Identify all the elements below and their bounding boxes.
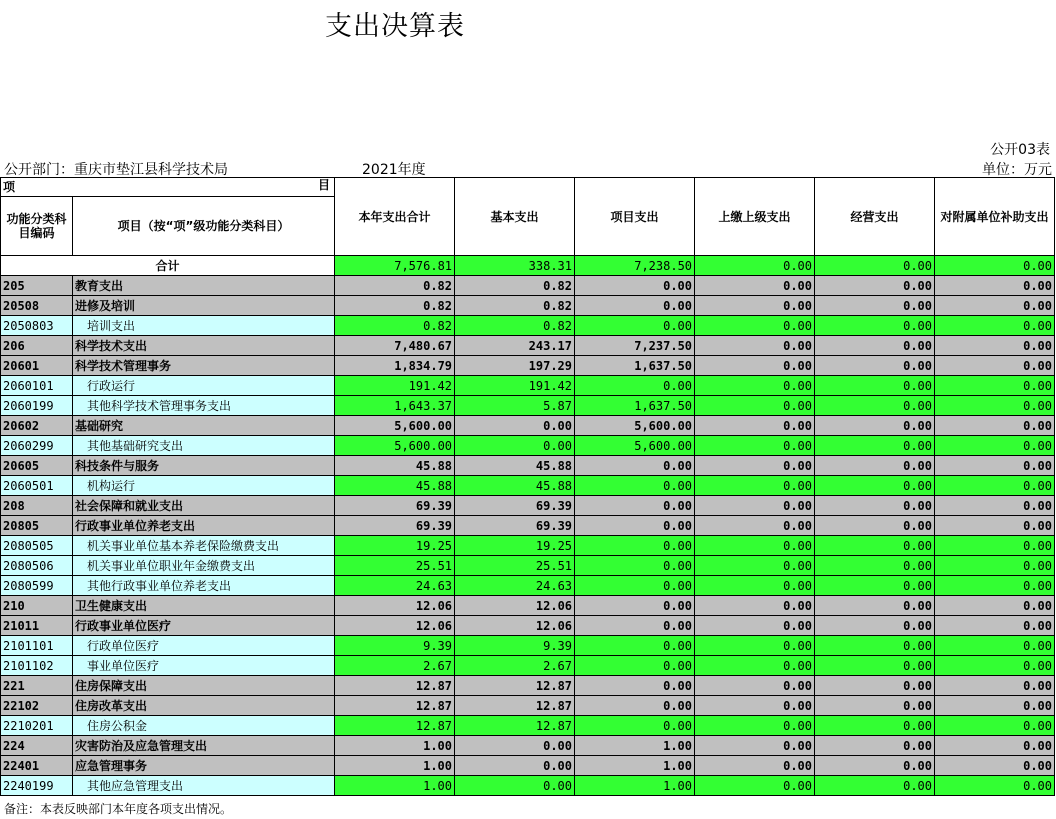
table-row [1, 456, 1055, 476]
row-value: 2.67 [455, 656, 575, 676]
item-header-cell [1, 178, 335, 197]
row-value: 12.06 [335, 596, 455, 616]
header-row-1 [1, 178, 1055, 197]
row-value: 0.00 [695, 756, 815, 776]
year-label: 2021年度 [362, 162, 426, 178]
row-value: 0.82 [335, 316, 455, 336]
row-name: 住房改革支出 [73, 696, 335, 716]
row-code: 20805 [1, 516, 73, 536]
row-name: 住房公积金 [73, 716, 335, 736]
row-value: 25.51 [455, 556, 575, 576]
col-header-total: 本年支出合计 [335, 178, 455, 256]
row-value: 0.82 [455, 296, 575, 316]
row-value: 7,480.67 [335, 336, 455, 356]
row-value: 0.00 [575, 556, 695, 576]
row-value: 0.00 [815, 616, 935, 636]
row-value: 0.00 [935, 396, 1055, 416]
row-name: 灾害防治及应急管理支出 [73, 736, 335, 756]
row-name: 机关事业单位基本养老保险缴费支出 [73, 536, 335, 556]
row-value: 12.06 [335, 616, 455, 636]
row-value: 0.00 [695, 776, 815, 796]
row-value: 0.00 [935, 776, 1055, 796]
row-value: 24.63 [455, 576, 575, 596]
row-code: 20605 [1, 456, 73, 476]
row-code: 20601 [1, 356, 73, 376]
row-code: 22401 [1, 756, 73, 776]
row-value: 0.00 [935, 316, 1055, 336]
row-code: 2101101 [1, 636, 73, 656]
row-value: 45.88 [335, 476, 455, 496]
row-value: 0.00 [695, 596, 815, 616]
table-row [1, 416, 1055, 436]
row-value: 1.00 [575, 736, 695, 756]
total-value: 0.00 [695, 256, 815, 276]
row-value: 1.00 [575, 756, 695, 776]
row-value: 0.00 [935, 496, 1055, 516]
row-value: 0.00 [815, 436, 935, 456]
row-value: 0.00 [815, 736, 935, 756]
row-value: 0.00 [695, 676, 815, 696]
row-value: 69.39 [455, 496, 575, 516]
row-value: 12.06 [455, 596, 575, 616]
row-value: 0.00 [575, 516, 695, 536]
col-header-project: 项目支出 [575, 178, 695, 256]
table-row [1, 476, 1055, 496]
row-value: 0.00 [575, 496, 695, 516]
total-value: 338.31 [455, 256, 575, 276]
row-name: 科学技术管理事务 [73, 356, 335, 376]
row-value: 5,600.00 [575, 436, 695, 456]
table-row [1, 536, 1055, 556]
row-value: 0.00 [695, 376, 815, 396]
row-value: 0.00 [815, 776, 935, 796]
table-row [1, 736, 1055, 756]
row-code: 221 [1, 676, 73, 696]
row-value: 1.00 [335, 736, 455, 756]
row-code: 21011 [1, 616, 73, 636]
row-code: 2060199 [1, 396, 73, 416]
row-value: 0.00 [455, 416, 575, 436]
row-value: 45.88 [455, 456, 575, 476]
row-value: 0.00 [935, 516, 1055, 536]
total-value: 7,238.50 [575, 256, 695, 276]
row-value: 12.06 [455, 616, 575, 636]
col-header-subsidy: 对附属单位补助支出 [935, 178, 1055, 256]
table-row [1, 276, 1055, 296]
col-header-code: 功能分类科目编码 [1, 197, 73, 256]
form-number: 公开03表 [990, 142, 1050, 158]
row-value: 0.00 [815, 756, 935, 776]
row-name: 科技条件与服务 [73, 456, 335, 476]
table-row [1, 496, 1055, 516]
row-code: 22102 [1, 696, 73, 716]
row-value: 0.00 [935, 556, 1055, 576]
row-value: 0.00 [935, 436, 1055, 456]
row-value: 0.00 [815, 356, 935, 376]
table-row [1, 336, 1055, 356]
row-value: 0.00 [695, 536, 815, 556]
row-value: 0.00 [935, 676, 1055, 696]
table-row [1, 616, 1055, 636]
row-name: 行政事业单位医疗 [73, 616, 335, 636]
row-code: 20602 [1, 416, 73, 436]
row-value: 0.00 [695, 436, 815, 456]
row-value: 0.00 [815, 676, 935, 696]
row-code: 210 [1, 596, 73, 616]
row-value: 1.00 [575, 776, 695, 796]
total-label: 合计 [1, 256, 335, 276]
table-row [1, 596, 1055, 616]
row-value: 9.39 [455, 636, 575, 656]
footnote: 备注：本表反映部门本年度各项支出情况。 [4, 802, 233, 816]
row-value: 12.87 [335, 716, 455, 736]
col-header-basic: 基本支出 [455, 178, 575, 256]
row-value: 0.00 [575, 716, 695, 736]
table-row [1, 396, 1055, 416]
row-value: 9.39 [335, 636, 455, 656]
row-value: 0.00 [935, 596, 1055, 616]
row-name: 应急管理事务 [73, 756, 335, 776]
row-value: 0.00 [695, 616, 815, 636]
row-name: 其他科学技术管理事务支出 [73, 396, 335, 416]
item-header-left: 项 [3, 180, 16, 194]
row-value: 0.00 [815, 716, 935, 736]
row-value: 12.87 [455, 696, 575, 716]
row-value: 191.42 [455, 376, 575, 396]
row-value: 243.17 [455, 336, 575, 356]
row-value: 2.67 [335, 656, 455, 676]
row-code: 2080506 [1, 556, 73, 576]
row-value: 0.00 [935, 756, 1055, 776]
unit-label: 单位：万元 [982, 162, 1052, 178]
total-value: 0.00 [935, 256, 1055, 276]
row-name: 行政事业单位养老支出 [73, 516, 335, 536]
table-row [1, 696, 1055, 716]
row-value: 0.00 [695, 416, 815, 436]
row-name: 社会保障和就业支出 [73, 496, 335, 516]
row-value: 0.00 [575, 696, 695, 716]
row-value: 0.00 [815, 476, 935, 496]
row-value: 0.00 [695, 276, 815, 296]
col-header-name: 项目（按“项”级功能分类科目） [73, 197, 335, 256]
table-row [1, 516, 1055, 536]
row-value: 0.00 [935, 716, 1055, 736]
table-row [1, 636, 1055, 656]
row-value: 0.00 [695, 576, 815, 596]
table-row [1, 376, 1055, 396]
row-value: 0.00 [575, 456, 695, 476]
row-value: 0.00 [695, 336, 815, 356]
row-value: 0.00 [695, 296, 815, 316]
table-row [1, 556, 1055, 576]
row-name: 培训支出 [73, 316, 335, 336]
table-row [1, 436, 1055, 456]
row-code: 2080505 [1, 536, 73, 556]
col-header-remit: 上缴上级支出 [695, 178, 815, 256]
row-value: 19.25 [335, 536, 455, 556]
row-value: 0.00 [455, 436, 575, 456]
col-header-operating: 经营支出 [815, 178, 935, 256]
row-value: 5,600.00 [335, 416, 455, 436]
row-value: 0.00 [455, 736, 575, 756]
table-row [1, 316, 1055, 336]
row-value: 0.00 [695, 656, 815, 676]
row-value: 0.00 [575, 576, 695, 596]
table-row [1, 716, 1055, 736]
row-code: 205 [1, 276, 73, 296]
row-value: 0.00 [935, 696, 1055, 716]
row-value: 69.39 [455, 516, 575, 536]
table-row [1, 356, 1055, 376]
row-value: 0.00 [815, 636, 935, 656]
row-value: 1.00 [335, 756, 455, 776]
row-value: 0.00 [815, 516, 935, 536]
row-value: 0.00 [695, 356, 815, 376]
row-value: 0.00 [815, 336, 935, 356]
row-value: 0.00 [935, 656, 1055, 676]
row-name: 进修及培训 [73, 296, 335, 316]
row-value: 0.00 [815, 696, 935, 716]
row-value: 69.39 [335, 516, 455, 536]
row-value: 25.51 [335, 556, 455, 576]
row-name: 其他基础研究支出 [73, 436, 335, 456]
row-code: 2060299 [1, 436, 73, 456]
table-row [1, 756, 1055, 776]
row-code: 224 [1, 736, 73, 756]
table-row [1, 296, 1055, 316]
item-header-right: 目 [318, 178, 331, 192]
row-value: 5.87 [455, 396, 575, 416]
row-name: 其他行政事业单位养老支出 [73, 576, 335, 596]
row-value: 0.00 [695, 396, 815, 416]
row-value: 0.00 [815, 316, 935, 336]
row-code: 2050803 [1, 316, 73, 336]
page-title: 支出决算表 [325, 11, 465, 42]
row-value: 0.00 [815, 656, 935, 676]
row-value: 0.00 [935, 356, 1055, 376]
expenditure-table [0, 177, 1055, 796]
row-value: 0.00 [815, 536, 935, 556]
row-value: 0.00 [815, 376, 935, 396]
total-value: 7,576.81 [335, 256, 455, 276]
row-name: 基础研究 [73, 416, 335, 436]
row-code: 2101102 [1, 656, 73, 676]
row-name: 教育支出 [73, 276, 335, 296]
department-label: 公开部门：重庆市垫江县科学技术局 [4, 162, 228, 178]
row-value: 0.00 [695, 496, 815, 516]
row-value: 0.00 [575, 296, 695, 316]
row-value: 0.00 [935, 576, 1055, 596]
row-value: 0.00 [695, 736, 815, 756]
row-value: 0.00 [815, 556, 935, 576]
row-name: 行政单位医疗 [73, 636, 335, 656]
row-value: 45.88 [335, 456, 455, 476]
row-value: 0.00 [695, 716, 815, 736]
row-value: 0.00 [935, 616, 1055, 636]
row-value: 0.00 [575, 656, 695, 676]
row-name: 机构运行 [73, 476, 335, 496]
row-value: 0.00 [695, 636, 815, 656]
row-value: 197.29 [455, 356, 575, 376]
row-value: 0.00 [935, 636, 1055, 656]
row-value: 0.00 [695, 696, 815, 716]
row-value: 0.82 [455, 316, 575, 336]
row-value: 19.25 [455, 536, 575, 556]
row-value: 0.00 [695, 456, 815, 476]
row-value: 0.00 [575, 616, 695, 636]
row-name: 事业单位医疗 [73, 656, 335, 676]
row-code: 2060501 [1, 476, 73, 496]
row-value: 0.00 [575, 536, 695, 556]
row-value: 12.87 [455, 716, 575, 736]
row-code: 208 [1, 496, 73, 516]
row-value: 0.00 [935, 416, 1055, 436]
row-name: 其他应急管理支出 [73, 776, 335, 796]
row-value: 0.00 [455, 756, 575, 776]
total-value: 0.00 [815, 256, 935, 276]
row-name: 行政运行 [73, 376, 335, 396]
row-value: 0.00 [695, 556, 815, 576]
row-value: 0.00 [455, 776, 575, 796]
row-value: 5,600.00 [575, 416, 695, 436]
total-row [1, 256, 1055, 276]
row-name: 住房保障支出 [73, 676, 335, 696]
row-value: 0.00 [815, 296, 935, 316]
row-name: 科学技术支出 [73, 336, 335, 356]
row-value: 0.00 [575, 316, 695, 336]
row-value: 0.00 [815, 276, 935, 296]
row-value: 0.00 [575, 476, 695, 496]
row-value: 12.87 [455, 676, 575, 696]
row-code: 2060101 [1, 376, 73, 396]
row-value: 45.88 [455, 476, 575, 496]
row-value: 1,637.50 [575, 396, 695, 416]
row-value: 0.00 [575, 276, 695, 296]
row-value: 0.00 [935, 736, 1055, 756]
table-row [1, 776, 1055, 796]
row-value: 0.00 [815, 456, 935, 476]
row-value: 0.00 [815, 396, 935, 416]
row-value: 0.00 [935, 336, 1055, 356]
row-value: 0.00 [575, 676, 695, 696]
row-value: 0.00 [575, 596, 695, 616]
row-value: 0.82 [335, 296, 455, 316]
row-value: 0.00 [935, 296, 1055, 316]
row-value: 5,600.00 [335, 436, 455, 456]
row-value: 0.00 [935, 276, 1055, 296]
row-value: 0.00 [815, 416, 935, 436]
row-code: 2080599 [1, 576, 73, 596]
row-value: 1.00 [335, 776, 455, 796]
row-name: 卫生健康支出 [73, 596, 335, 616]
row-value: 0.00 [935, 536, 1055, 556]
row-value: 0.00 [815, 596, 935, 616]
row-code: 2240199 [1, 776, 73, 796]
row-value: 0.00 [575, 636, 695, 656]
row-value: 7,237.50 [575, 336, 695, 356]
row-value: 69.39 [335, 496, 455, 516]
row-value: 12.87 [335, 696, 455, 716]
row-code: 206 [1, 336, 73, 356]
table-row [1, 576, 1055, 596]
row-name: 机关事业单位职业年金缴费支出 [73, 556, 335, 576]
row-value: 0.00 [695, 476, 815, 496]
row-value: 0.82 [335, 276, 455, 296]
table-row [1, 656, 1055, 676]
row-value: 1,834.79 [335, 356, 455, 376]
row-value: 0.00 [935, 456, 1055, 476]
row-value: 0.82 [455, 276, 575, 296]
row-value: 0.00 [695, 316, 815, 336]
row-value: 0.00 [815, 576, 935, 596]
table-row [1, 676, 1055, 696]
row-value: 12.87 [335, 676, 455, 696]
row-value: 0.00 [935, 476, 1055, 496]
row-value: 1,637.50 [575, 356, 695, 376]
row-value: 0.00 [575, 376, 695, 396]
row-value: 0.00 [815, 496, 935, 516]
row-value: 24.63 [335, 576, 455, 596]
row-value: 0.00 [935, 376, 1055, 396]
row-code: 20508 [1, 296, 73, 316]
row-value: 191.42 [335, 376, 455, 396]
row-value: 0.00 [695, 516, 815, 536]
row-code: 2210201 [1, 716, 73, 736]
row-value: 1,643.37 [335, 396, 455, 416]
